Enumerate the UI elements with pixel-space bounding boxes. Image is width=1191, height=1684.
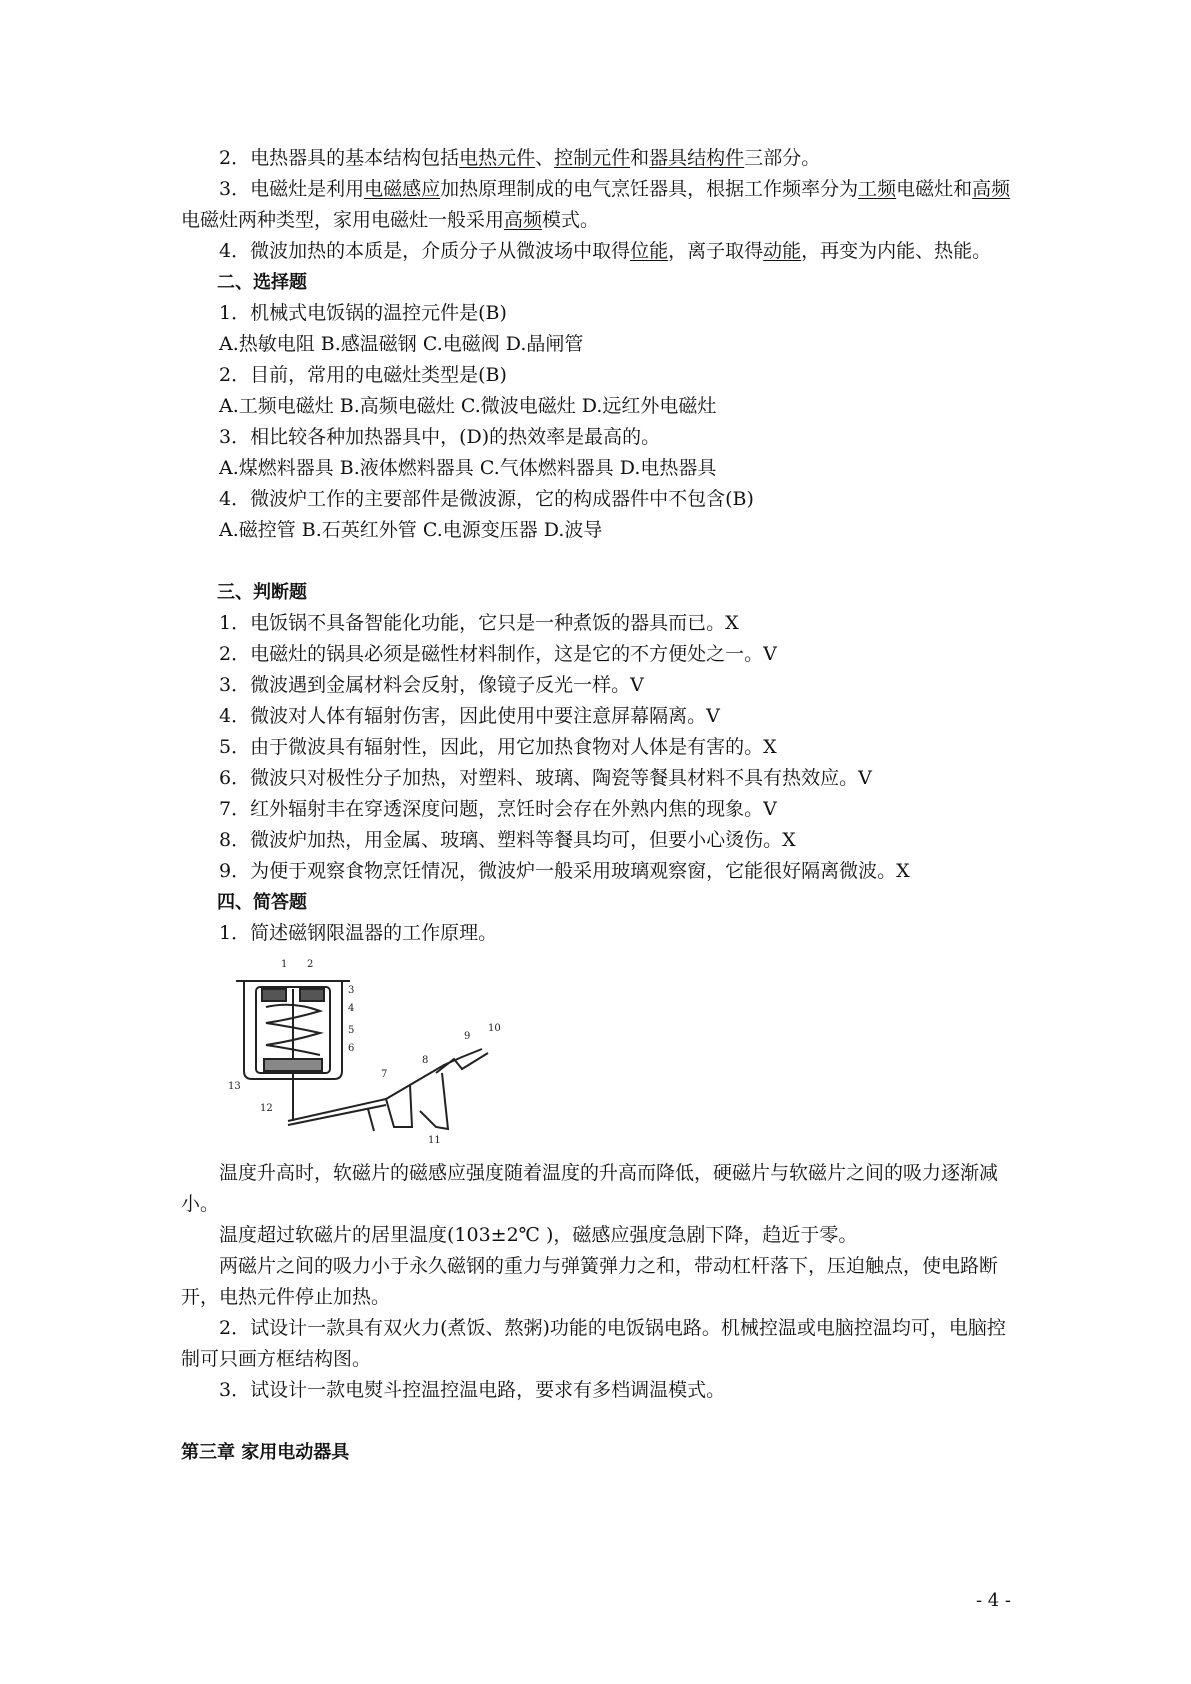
- blank-q3: [181, 174, 1011, 236]
- figure-label-4: 4: [348, 1003, 355, 1014]
- choice-line: A.煤燃料器具 B.液体燃料器具 C.气体燃料器具 D.电热器具: [219, 457, 717, 479]
- figure-label-5: 5: [348, 1025, 355, 1036]
- question-number: 3．: [219, 178, 251, 200]
- figure-label-6: 6: [348, 1043, 355, 1054]
- question-text: 电磁灶两种类型，家用电磁灶一般采用: [181, 209, 505, 231]
- short-answer-paragraph: 温度升高时，软磁片的磁感应强度随着温度的升高而降低，硬磁片与软磁片之间的吸力逐渐减小。: [181, 1162, 999, 1215]
- figure-label-2: 2: [307, 959, 314, 970]
- judge-line: 6．微波只对极性分子加热，对塑料、玻璃、陶瓷等餐具材料不具有热效应。V: [219, 767, 872, 789]
- question-text: 模式。: [542, 209, 600, 231]
- page-content: [181, 143, 1011, 1468]
- choice-line: 2．目前，常用的电磁灶类型是(B): [219, 364, 507, 386]
- section-heading-choice: 二、选择题: [217, 272, 307, 293]
- choice-line: 3．相比较各种加热器具中，(D)的热效率是最高的。: [219, 426, 661, 448]
- short-answer-paragraph: 两磁片之间的吸力小于永久磁钢的重力与弹簧弹力之和，带动杠杆落下，压迫触点，使电路断开，电热元件停止加热。: [181, 1255, 999, 1308]
- question-text: ，离子取得: [668, 240, 764, 262]
- question-text: 加热原理制成的电气烹饪器具，根据工作频率分为: [440, 178, 859, 200]
- section-heading-judge: 三、判断题: [217, 582, 307, 603]
- question-text: ，再变为内能、热能。: [801, 240, 992, 262]
- magnetic-thermostat-diagram: [226, 953, 526, 1148]
- judge-line: 8．微波炉加热，用金属、玻璃、塑料等餐具均可，但要小心烫伤。X: [219, 829, 796, 851]
- question-text: 电磁灶是利用: [250, 178, 365, 200]
- question-text: 微波加热的本质是，介质分子从微波场中取得: [250, 240, 631, 262]
- judge-line: 3．微波遇到金属材料会反射，像镜子反光一样。V: [219, 674, 644, 696]
- short-answer-q1: 1．简述磁钢限温器的工作原理。: [219, 922, 498, 944]
- choice-line: A.工频电磁灶 B.高频电磁灶 C.微波电磁灶 D.远红外电磁灶: [219, 395, 717, 417]
- figure-label-7: 7: [381, 1069, 388, 1080]
- answer-underlined: 高频: [504, 209, 543, 231]
- figure-label-10: 10: [488, 1023, 501, 1034]
- judge-line: 4．微波对人体有辐射伤害，因此使用中要注意屏幕隔离。V: [219, 705, 720, 727]
- answer-underlined: 位能: [630, 240, 669, 262]
- judge-line: 1．电饭锅不具备智能化功能，它只是一种煮饭的器具而已。X: [219, 612, 739, 634]
- question-number: 4．: [219, 240, 251, 262]
- short-answer-q2: 2．试设计一款具有双火力(煮饭、熬粥)功能的电饭锅电路。机械控温或电脑控温均可，电脑控制可只画方框结构图。: [181, 1317, 1006, 1370]
- answer-underlined: 工频: [858, 178, 897, 200]
- judge-line: 2．电磁灶的锅具必须是磁性材料制作，这是它的不方便处之一。V: [219, 643, 777, 665]
- judge-line: 5．由于微波具有辐射性，因此，用它加热食物对人体是有害的。X: [219, 736, 777, 758]
- question-text: 电热器具的基本结构包括: [250, 147, 460, 169]
- figure-label-3: 3: [348, 985, 355, 996]
- choice-line: A.磁控管 B.石英红外管 C.电源变压器 D.波导: [219, 519, 603, 541]
- blank-q4: [181, 236, 1011, 267]
- figure-label-1: 1: [281, 959, 288, 970]
- choice-line: 1．机械式电饭锅的温控元件是(B): [219, 302, 507, 324]
- choice-line: A.热敏电阻 B.感温磁钢 C.电磁阀 D.晶闸管: [219, 333, 584, 355]
- answer-underlined: 电磁感应: [364, 178, 441, 200]
- figure-label-8: 8: [422, 1055, 429, 1066]
- choice-line: 4．微波炉工作的主要部件是微波源，它的构成器件中不包含(B): [219, 488, 754, 510]
- short-answer-paragraph: 温度超过软磁片的居里温度(103±2℃ )，磁感应强度急剧下降，趋近于零。: [219, 1224, 858, 1246]
- answer-underlined: 器具结构件: [649, 147, 745, 169]
- answer-underlined: 电热元件: [459, 147, 536, 169]
- thermostat-diagram-svg: [226, 953, 526, 1148]
- question-text: 、: [535, 147, 555, 169]
- answer-underlined: 高频: [972, 178, 1011, 200]
- figure-label-12: 12: [260, 1103, 273, 1114]
- blank-q2: [181, 143, 1011, 174]
- question-text: 电磁灶和: [896, 178, 973, 200]
- question-text: 和: [630, 147, 650, 169]
- section-heading-short-answer: 四、简答题: [217, 892, 307, 913]
- answer-underlined: 控制元件: [554, 147, 631, 169]
- figure-label-9: 9: [464, 1031, 471, 1042]
- chapter-title: 第三章 家用电动器具: [181, 1442, 350, 1463]
- spacer: [181, 546, 1011, 577]
- judge-line: 7．红外辐射丰在穿透深度问题，烹饪时会存在外熟内焦的现象。V: [219, 798, 777, 820]
- short-answer-q3: 3．试设计一款电熨斗控温控温电路，要求有多档调温模式。: [219, 1379, 726, 1401]
- spacer: [181, 1406, 1011, 1437]
- answer-underlined: 动能: [763, 240, 802, 262]
- question-text: 三部分。: [744, 147, 821, 169]
- figure-label-11: 11: [428, 1135, 441, 1146]
- page-number: - 4 -: [975, 1590, 1011, 1611]
- figure-label-13: 13: [228, 1081, 241, 1092]
- question-number: 2．: [219, 147, 251, 169]
- judge-line: 9．为便于观察食物烹饪情况，微波炉一般采用玻璃观察窗，它能很好隔离微波。X: [219, 860, 910, 882]
